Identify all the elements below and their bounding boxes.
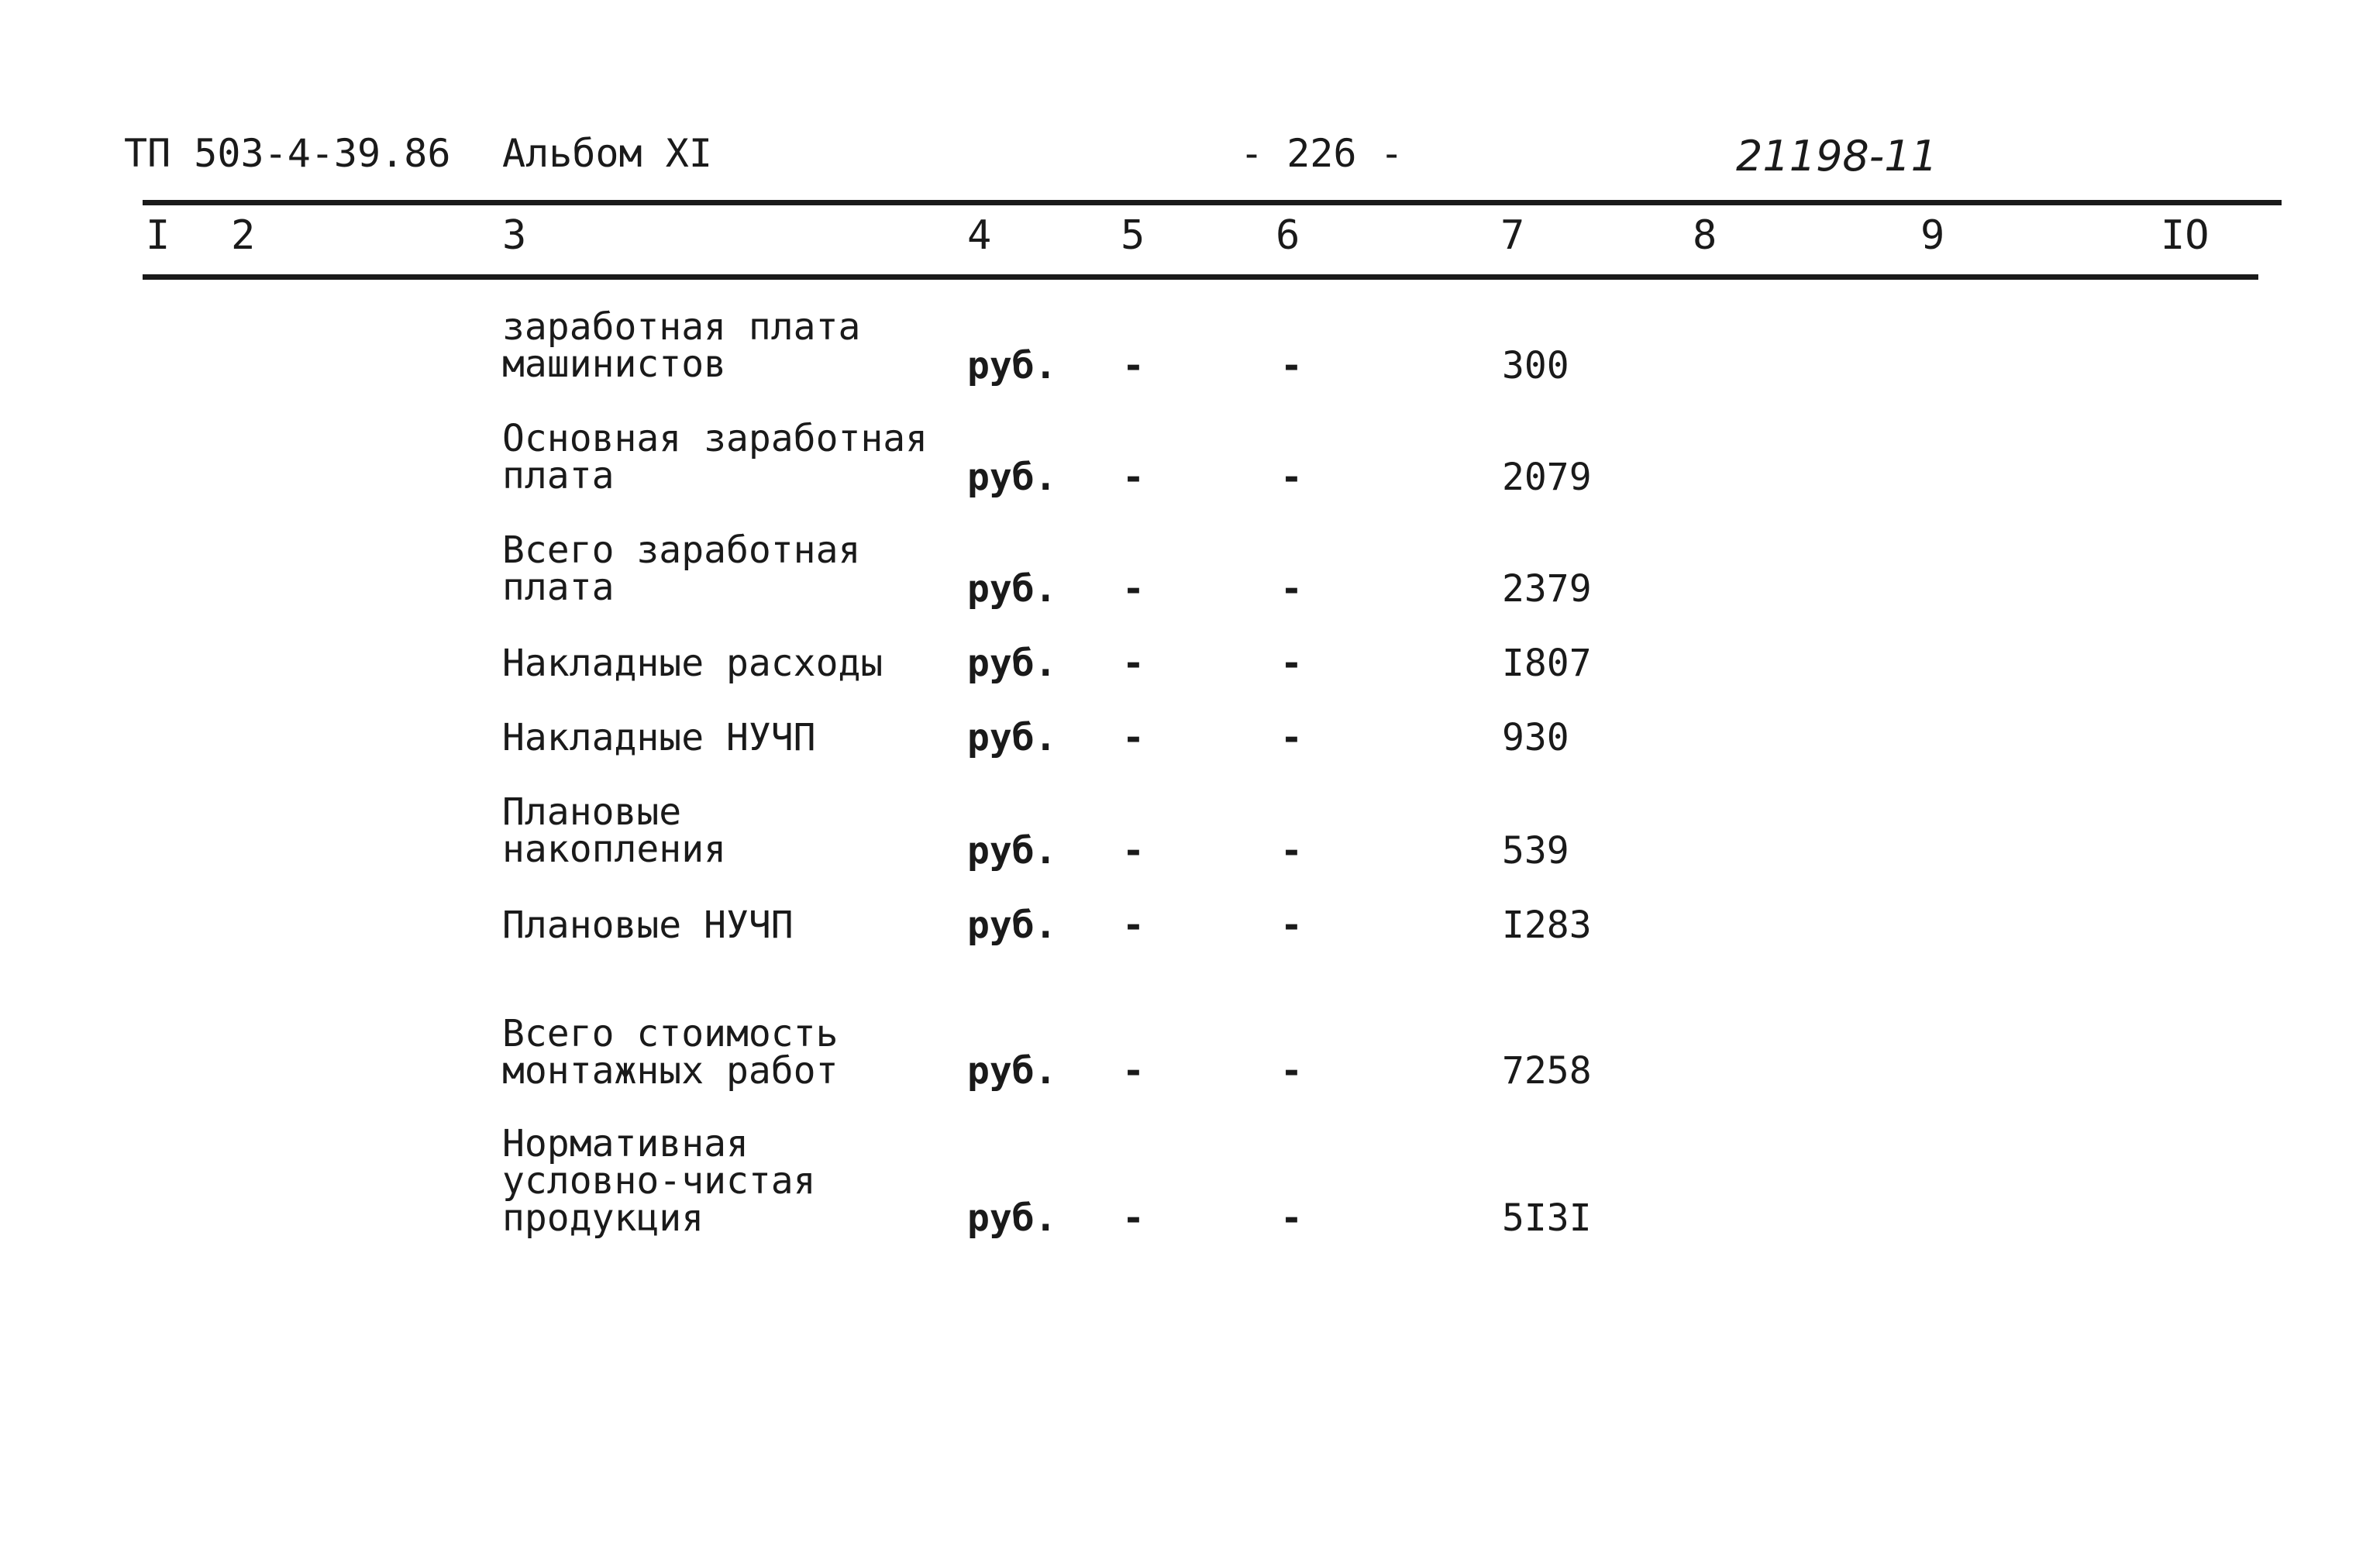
row-col6: - (1280, 642, 1303, 685)
row-unit: руб. (967, 1049, 1057, 1093)
row-unit: руб. (967, 567, 1057, 611)
row-name: Накладные НУЧП (502, 716, 816, 759)
album-label: Альбом XI (502, 131, 712, 176)
column-number-9: 9 (1920, 212, 1945, 259)
row-col6: - (1280, 716, 1303, 759)
row-value: I807 (1502, 642, 1592, 685)
row-name: Плановые НУЧП (502, 904, 794, 947)
row-col6: - (1280, 567, 1303, 611)
row-name: Накладные расходы (502, 642, 883, 685)
column-number-10: IO (2161, 212, 2210, 259)
row-unit: руб. (967, 456, 1057, 499)
column-number-8: 8 (1693, 212, 1717, 259)
row-unit: руб. (967, 642, 1057, 685)
row-col6: - (1280, 1049, 1303, 1093)
column-number-7: 7 (1500, 212, 1525, 259)
row-value: 2079 (1502, 456, 1592, 499)
header-top-rule (143, 200, 2282, 205)
row-col6: - (1280, 344, 1303, 387)
row-name: Нормативная условно-чистая продукция (502, 1122, 816, 1240)
row-unit: руб. (967, 829, 1057, 873)
row-col5: - (1122, 1196, 1145, 1240)
row-name: заработная плата машинистов (502, 305, 861, 386)
row-value: 930 (1502, 716, 1569, 759)
column-number-1: I (146, 212, 170, 259)
row-col5: - (1122, 716, 1145, 759)
column-number-5: 5 (1121, 212, 1145, 259)
row-unit: руб. (967, 904, 1057, 947)
row-value: 539 (1502, 829, 1569, 873)
column-number-6: 6 (1276, 212, 1300, 259)
row-value: 2379 (1502, 567, 1592, 611)
row-col5: - (1122, 904, 1145, 947)
row-unit: руб. (967, 344, 1057, 387)
row-col6: - (1280, 1196, 1303, 1240)
column-number-2: 2 (231, 212, 256, 259)
row-name: Всего заработная плата (502, 528, 861, 609)
header-bottom-rule (143, 274, 2258, 280)
row-col5: - (1122, 567, 1145, 611)
row-value: I283 (1502, 904, 1592, 947)
document-code: ТП 503-4-39.86 (124, 131, 451, 176)
row-name: Плановые накопления (502, 790, 726, 871)
row-name: Всего стоимость монтажных работ (502, 1012, 839, 1093)
column-number-3: 3 (502, 212, 527, 259)
row-col5: - (1122, 344, 1145, 387)
row-col5: - (1122, 1049, 1145, 1093)
row-name: Основная заработная плата (502, 417, 928, 497)
row-col5: - (1122, 456, 1145, 499)
row-unit: руб. (967, 1196, 1057, 1240)
row-col5: - (1122, 642, 1145, 685)
row-col6: - (1280, 904, 1303, 947)
column-number-4: 4 (967, 212, 992, 259)
row-unit: руб. (967, 716, 1057, 759)
row-value: 300 (1502, 344, 1569, 387)
row-value: 5I3I (1502, 1196, 1592, 1240)
row-col6: - (1280, 456, 1303, 499)
row-col6: - (1280, 829, 1303, 873)
row-col5: - (1122, 829, 1145, 873)
row-value: 7258 (1502, 1049, 1592, 1093)
page-number: - 226 - (1240, 131, 1404, 176)
sheet-code: 21198-11 (1736, 132, 1937, 181)
